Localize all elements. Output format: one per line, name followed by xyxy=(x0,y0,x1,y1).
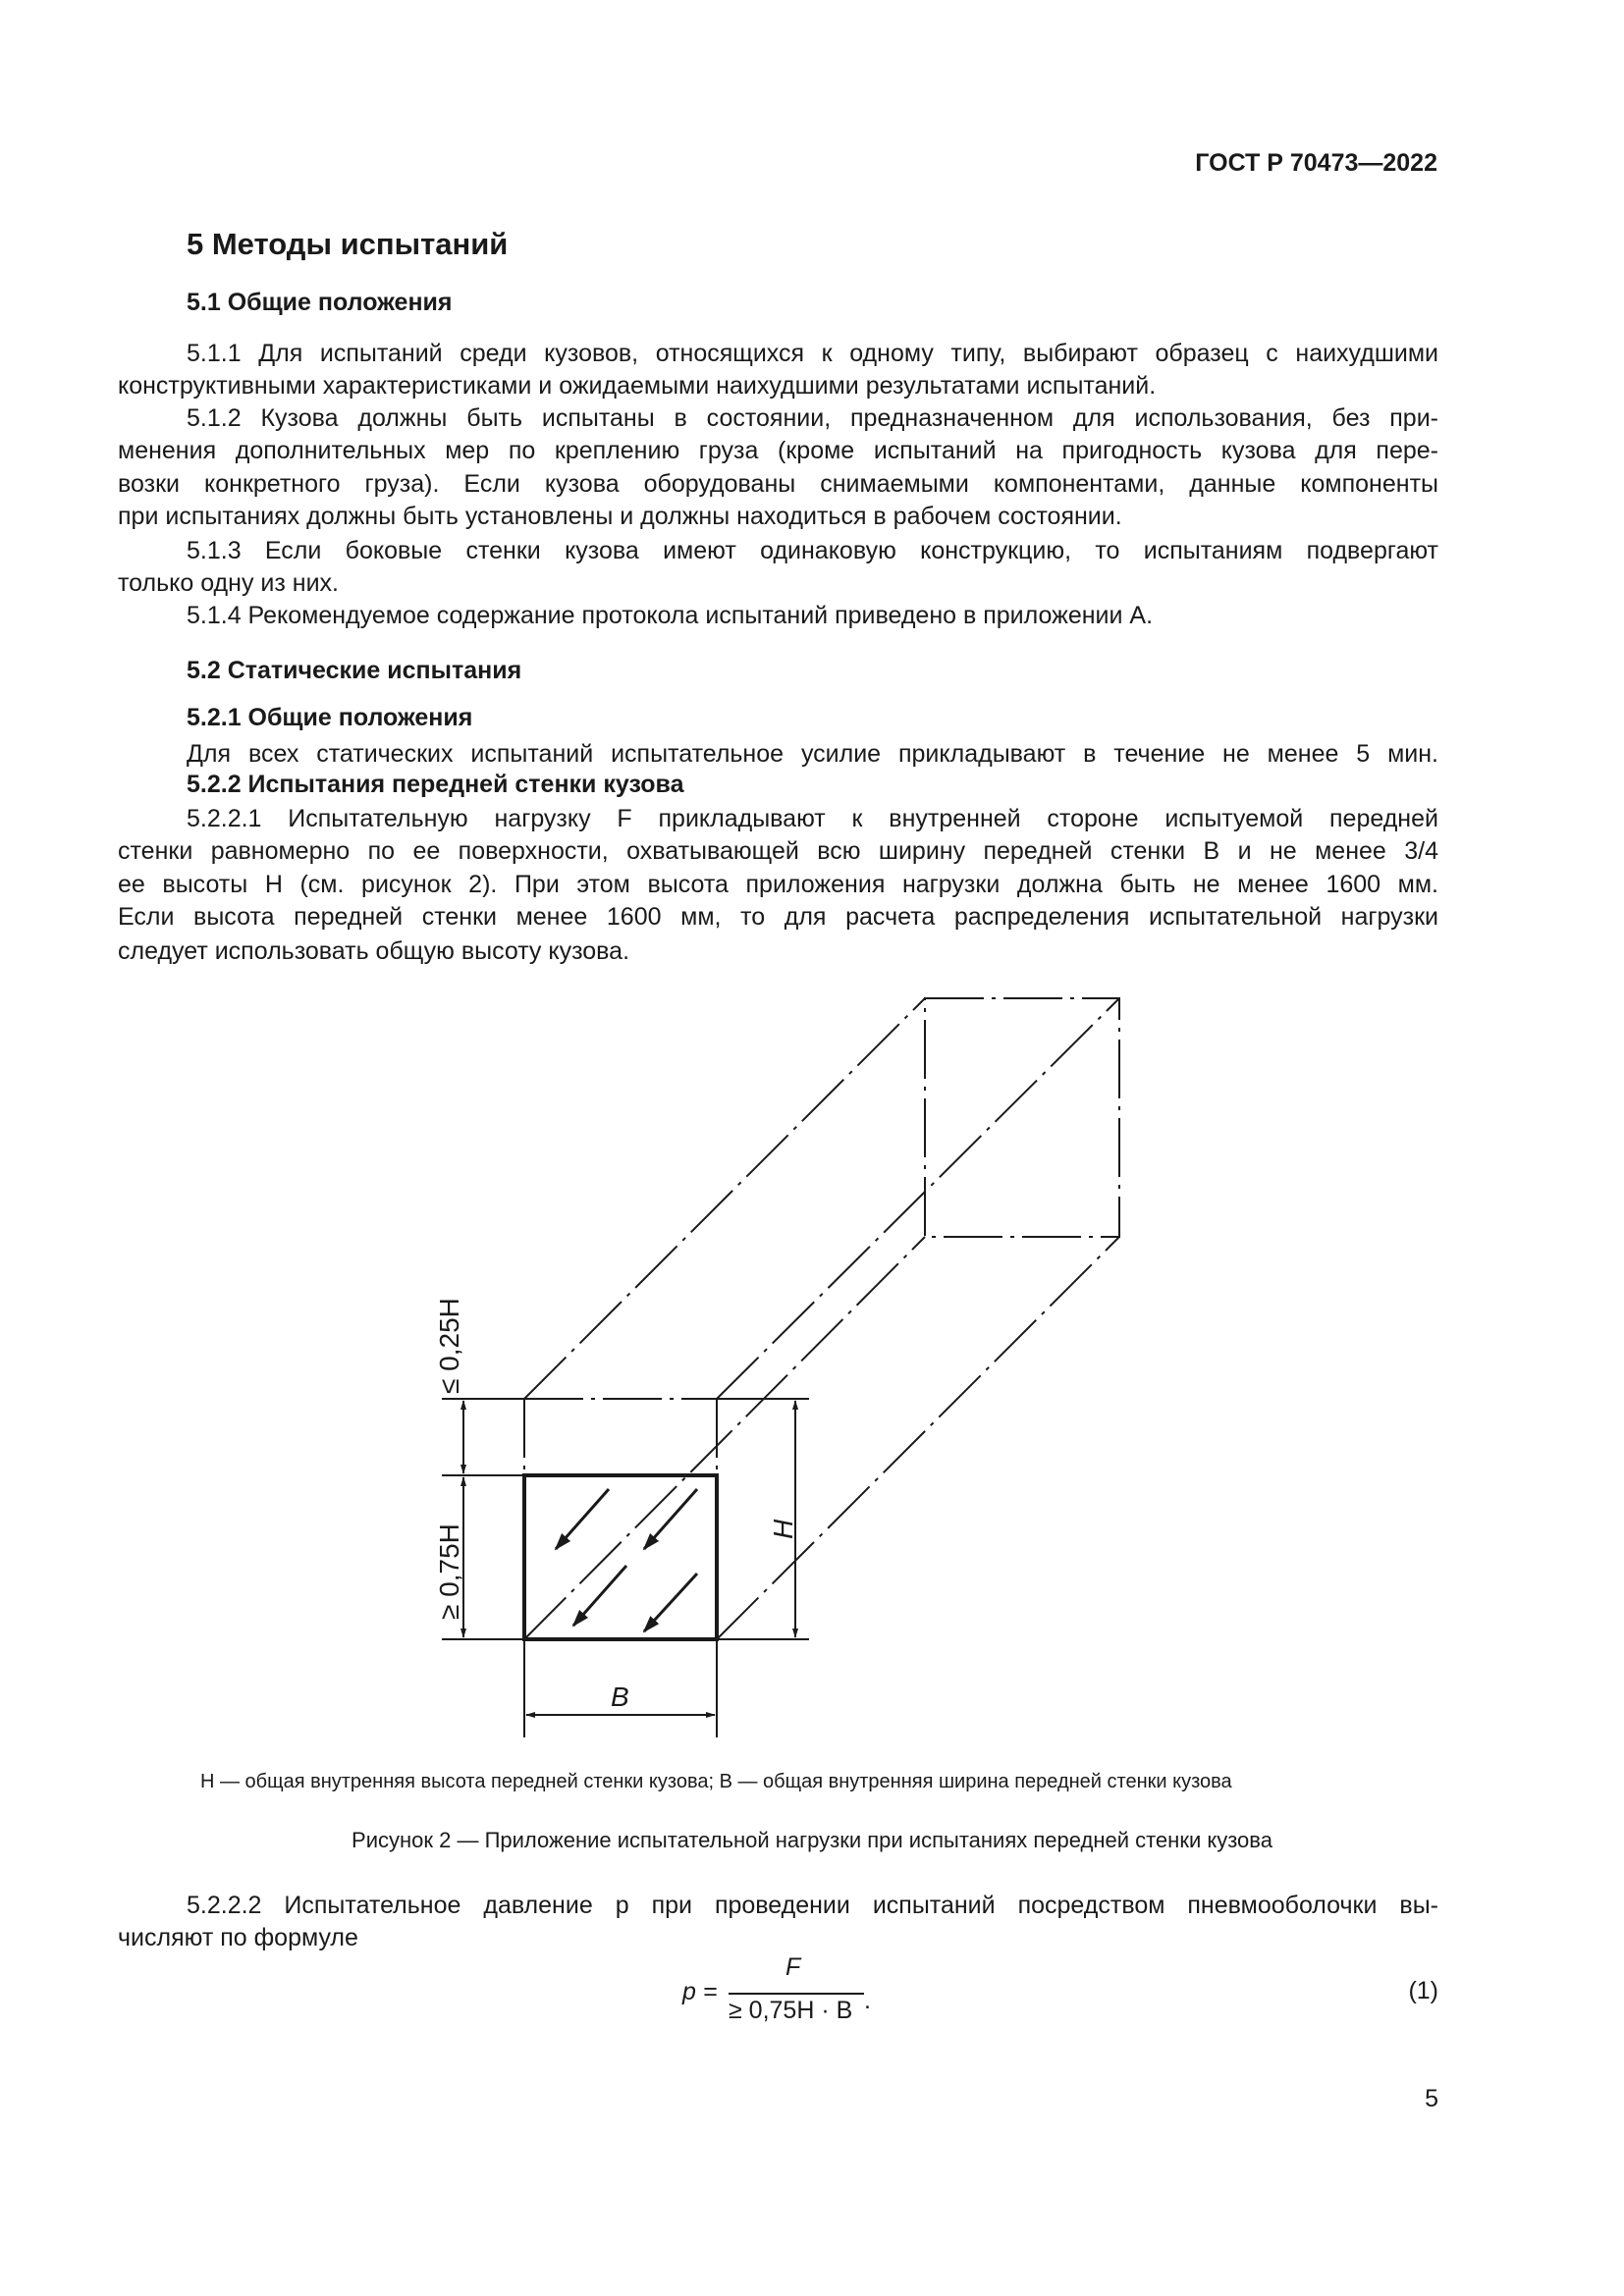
paragraph-line: 5.1.4 Рекомендуемое содержание протокола испытаний приведено в приложении А. xyxy=(187,602,1154,629)
subsection-title-5-2-1: 5.2.1 Общие положения xyxy=(187,704,473,731)
subsection-title-5-2-2: 5.2.2 Испытания передней стенки кузова xyxy=(187,771,684,798)
formula-end: . xyxy=(864,1987,871,2014)
fraction-bar xyxy=(729,1993,864,1995)
paragraph-line: Для всех статических испытаний испытательное усилие прикладывают в течение не менее 5 мин. xyxy=(187,740,1438,768)
paragraph-line: следует использовать общую высоту кузова. xyxy=(118,937,630,965)
formula-numerator: F xyxy=(785,1953,801,1981)
paragraph-line: менения дополнительных мер по креплению груза (кроме испытаний на пригодность кузова для пере- xyxy=(118,437,1438,464)
page-number: 5 xyxy=(1425,2085,1438,2112)
formula-lhs: p = xyxy=(682,1978,718,2005)
paragraph-line: 5.1.2 Кузова должны быть испытаны в состоянии, предназначенном для использования, без при- xyxy=(187,404,1438,432)
dimension-label-h: H xyxy=(768,1519,798,1539)
load-arrow xyxy=(573,1566,626,1626)
figure-legend: H — общая внутренняя высота передней стенки кузова; B — общая внутренняя ширина передней стенки кузова xyxy=(200,1771,1232,1792)
section-title: 5 Методы испытаний xyxy=(187,227,509,261)
load-arrow xyxy=(644,1489,697,1549)
paragraph-line: ее высоты H (см. рисунок 2). При этом высота приложения нагрузки должна быть не менее 1600 мм. xyxy=(118,871,1438,898)
dimension-label-top: ≤ 0,25H xyxy=(434,1298,464,1394)
formula-denominator: ≥ 0,75H · B xyxy=(729,1997,853,2024)
paragraph-line: стенки равномерно по ее поверхности, охватывающей всю ширину передней стенки B и не менее 3/4 xyxy=(118,837,1438,865)
formula-number: (1) xyxy=(1408,1977,1438,2004)
paragraph-line: при испытаниях должны быть установлены и должны находиться в рабочем состоянии. xyxy=(118,503,1122,530)
paragraph-line: числяют по формуле xyxy=(118,1924,358,1951)
document-header: ГОСТ Р 70473—2022 xyxy=(1195,149,1437,177)
paragraph-line: 5.2.2.2 Испытательное давление p при проведении испытаний посредством пневмооболочки вы- xyxy=(187,1892,1438,1919)
load-arrow xyxy=(556,1489,609,1549)
subsection-title-5-1: 5.1 Общие положения xyxy=(187,289,453,316)
paragraph-line: конструктивными характеристиками и ожидаемыми наихудшими результатами испытаний. xyxy=(118,372,1157,400)
paragraph-line: 5.2.2.1 Испытательную нагрузку F прикладывают к внутренней стороне испытуемой передней xyxy=(187,805,1438,832)
paragraph-line: возки конкретного груза). Если кузова оборудованы снимаемыми компонентами, данные компоненты xyxy=(118,470,1438,498)
dimension-label-bottom: ≥ 0,75H xyxy=(434,1523,464,1620)
load-arrow xyxy=(644,1574,697,1631)
paragraph-line: только одну из них. xyxy=(118,569,339,597)
figure-caption: Рисунок 2 — Приложение испытательной нагрузки при испытаниях передней стенки кузова xyxy=(352,1828,1272,1852)
dimension-label-b: B xyxy=(611,1682,629,1712)
subsection-title-5-2: 5.2 Статические испытания xyxy=(187,657,522,684)
paragraph-line: Если высота передней стенки менее 1600 мм, то для расчета распределения испытательной нагрузки xyxy=(118,903,1438,931)
paragraph-line: 5.1.1 Для испытаний среди кузовов, относящихся к одному типу, выбирают образец с наихудшими xyxy=(187,340,1438,367)
back-wall-outline xyxy=(925,998,1119,1237)
paragraph-line: 5.1.3 Если боковые стенки кузова имеют одинаковую конструкцию, то испытаниям подвергают xyxy=(187,537,1438,564)
